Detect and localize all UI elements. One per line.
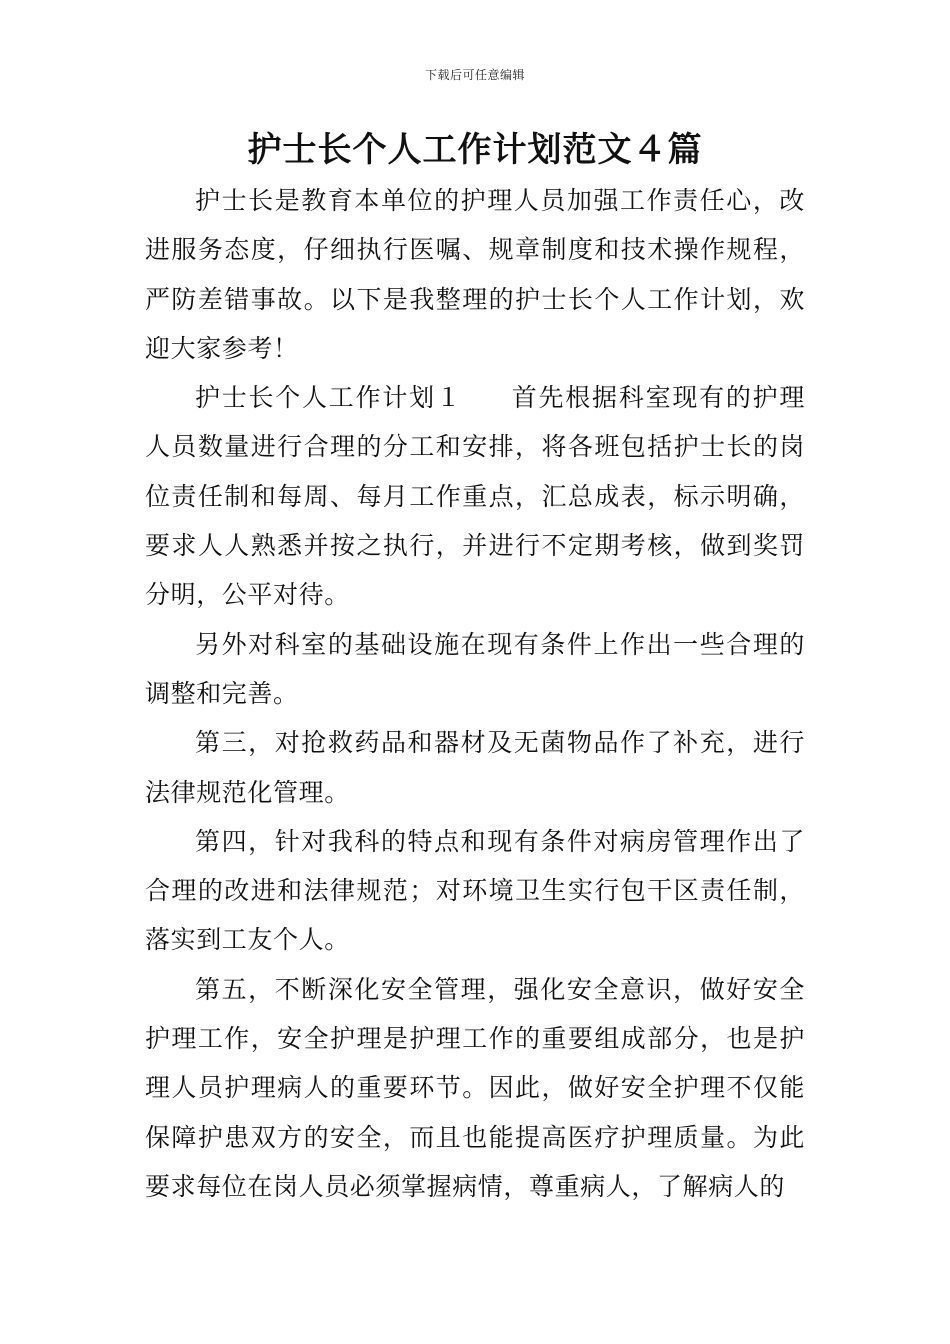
paragraph-intro: 护士长是教育本单位的护理人员加强工作责任心，改进服务态度，仔细执行医嘱、规章制度和技术操作规程，严防差错事故。以下是我整理的护士长个人工作计划，欢迎大家参考！ [145,186,805,363]
header-note: 下载后可任意编辑 [424,68,525,82]
paragraph-plan-1 [145,373,805,619]
paragraph-fifth: 第五，不断深化安全管理，强化安全意识，做好安全护理工作，安全护理是护理工作的重要组成部分，也是护理人员护理病人的重要环节。因此，做好安全护理不仅能保障护患双方的安全，而且也能提高医疗护理质量。为此要求每位在岗人员必须掌握病情，尊重病人，了解病人的 [145,974,805,1201]
paragraph-fourth: 第四，针对我科的特点和现有条件对病房管理作出了合理的改进和法律规范；对环境卫生实行包干区责任制，落实到工友个人。 [145,826,805,955]
document-title: 护士长个人工作计划范文４篇 [247,130,703,170]
document-body [145,176,805,1211]
paragraph-third: 第三，对抢救药品和器材及无菌物品作了补充，进行法律规范化管理。 [145,728,805,807]
paragraph-plan-1-text: 首先根据科室现有的护理人员数量进行合理的分工和安排，将各班包括护士长的岗位责任制和每周、每月工作重点，汇总成表，标示明确，要求人人熟悉并按之执行，并进行不定期考核，做到奖罚分明，公平对待。 [145,383,805,610]
section-heading: 护士长个人工作计划１ [195,383,463,413]
paragraph-facilities: 另外对科室的基础设施在现有条件上作出一些合理的调整和完善。 [145,629,805,708]
